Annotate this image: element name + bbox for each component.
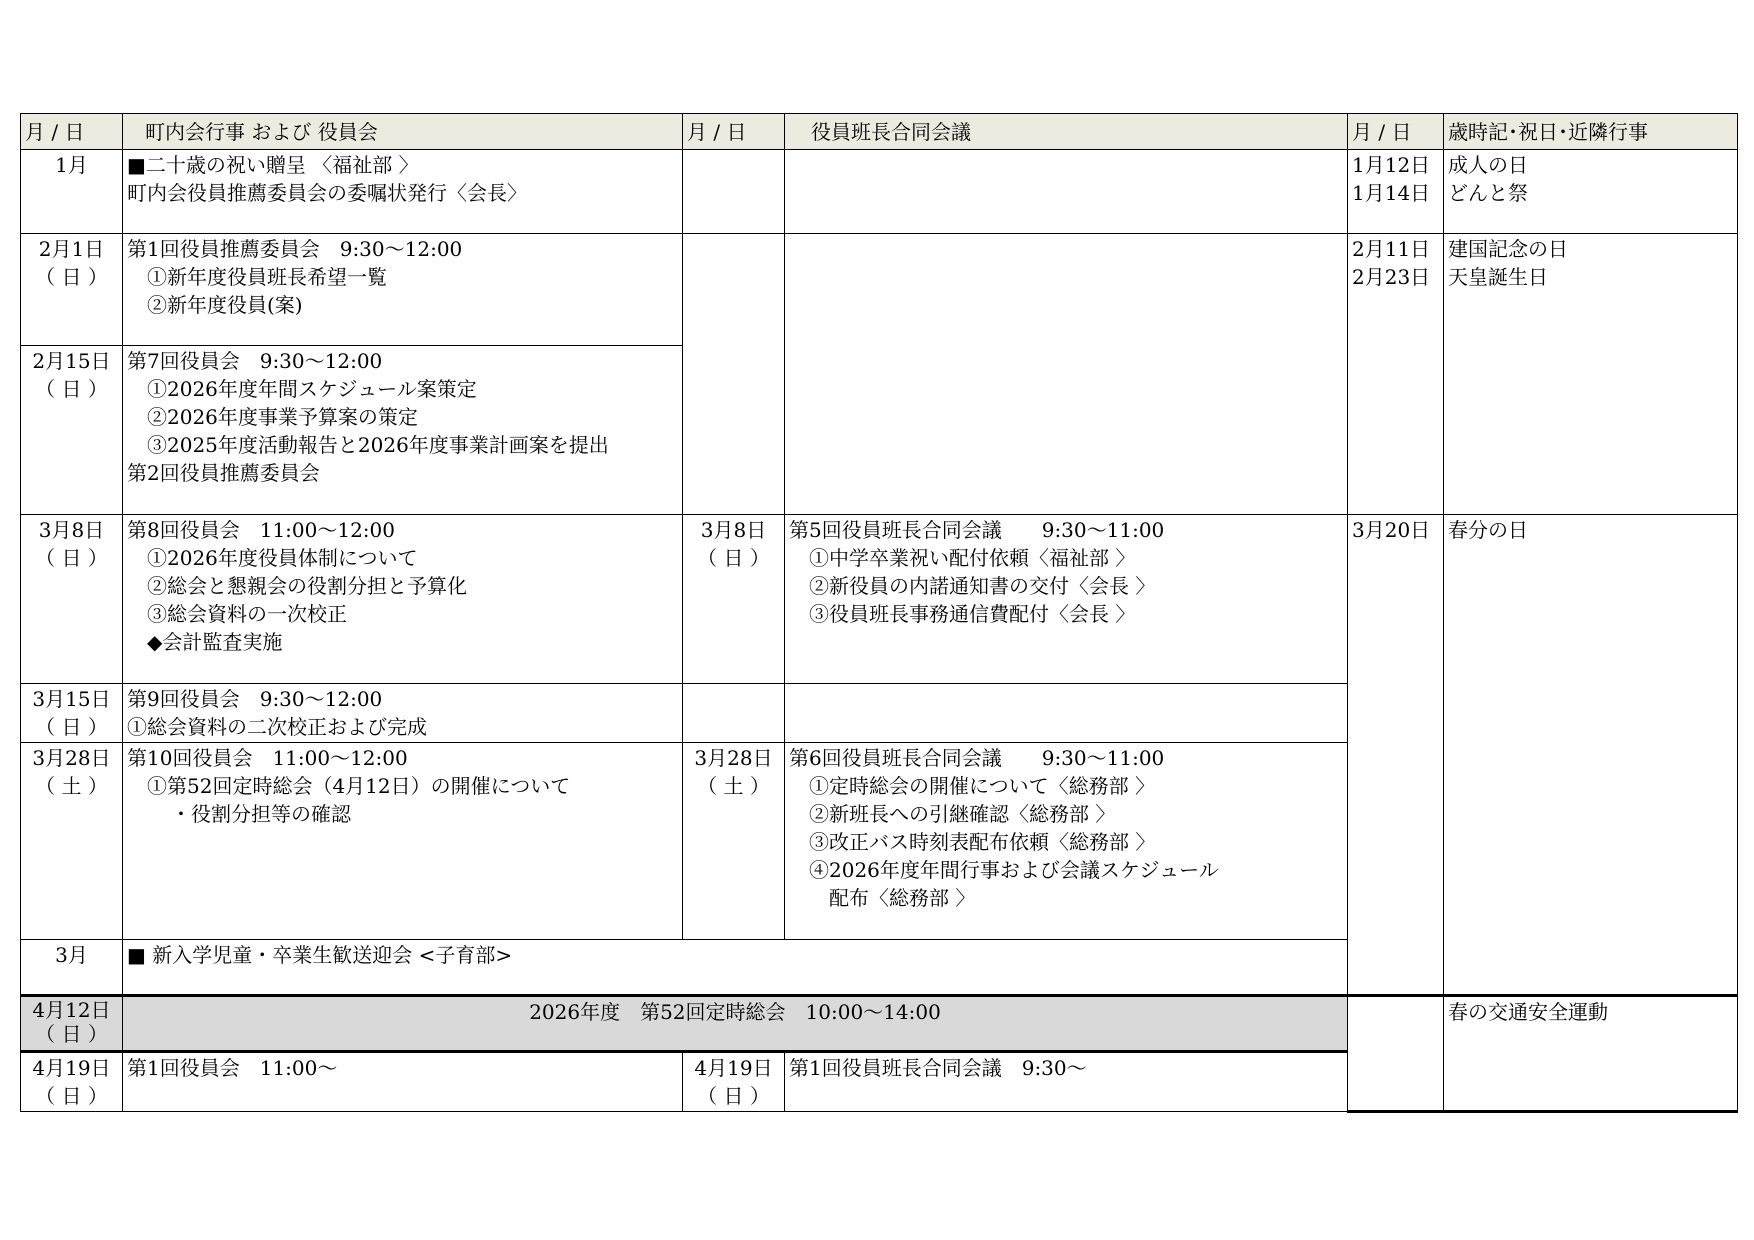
event-line: ①第52回定時総会（4月12日）の開催について (147, 774, 571, 798)
date: 3月8日 (700, 518, 767, 542)
row-jan (21, 150, 1738, 234)
row-feb1 (21, 234, 1738, 346)
row-mar8 (21, 515, 1738, 684)
event-line: ②2026年度事業予算案の策定 (147, 405, 418, 429)
joint-line: ②新役員の内諾通知書の交付〈会長 〉 (809, 574, 1156, 598)
date-cell (21, 996, 123, 1052)
seasonal-date: 2月23日 (1352, 265, 1431, 289)
seasonal-date-cell (1348, 515, 1444, 996)
header-date-events: 月 / 日 (21, 114, 123, 150)
schedule-table (20, 113, 1738, 1113)
joint-cell (785, 1052, 1348, 1112)
seasonal-cell (1444, 150, 1738, 234)
event-line: 第1回役員推薦委員会 9:30～12:00 (127, 237, 463, 261)
joint-date-cell (683, 150, 785, 234)
event-line: 第8回役員会 11:00～12:00 (127, 518, 395, 542)
date: 3月28日 (32, 746, 111, 770)
joint-line: ③改正バス時刻表配布依頼〈総務部 〉 (809, 830, 1156, 854)
weekday: （ 日 ） (697, 546, 770, 570)
weekday: （ 日 ） (35, 1022, 108, 1046)
joint-date-cell (683, 743, 785, 940)
header-date-seasonal: 月 / 日 (1348, 114, 1444, 150)
event-line: ■ 新入学児童・卒業生歓送迎会 <子育部> (127, 943, 513, 967)
event-cell (123, 234, 683, 346)
joint-line: 第6回役員班長合同会議 9:30～11:00 (789, 746, 1165, 770)
event-line: 第2回役員推薦委員会 (127, 461, 320, 485)
weekday: （ 日 ） (697, 1084, 770, 1108)
weekday: （ 日 ） (35, 265, 108, 289)
date-cell (21, 1052, 123, 1112)
weekday: （ 日 ） (35, 715, 108, 739)
row-apr12 (21, 996, 1738, 1052)
seasonal-date: 3月20日 (1352, 518, 1431, 542)
event-line: 第7回役員会 9:30～12:00 (127, 349, 383, 373)
seasonal-date-cell (1348, 996, 1444, 1112)
joint-line: ①中学卒業祝い配付依頼〈福祉部 〉 (809, 546, 1136, 570)
seasonal-text: 建国記念の日 (1448, 237, 1568, 261)
weekday: （ 土 ） (35, 774, 108, 798)
seasonal-date: 1月12日 (1352, 153, 1431, 177)
event-line: ①2026年度役員体制について (147, 546, 418, 570)
weekday: （ 日 ） (35, 1084, 108, 1108)
date: 3月28日 (694, 746, 773, 770)
seasonal-date: 2月11日 (1352, 237, 1431, 261)
date-cell (21, 515, 123, 684)
date-cell: 1月 (21, 150, 123, 234)
joint-line: ②新班長への引継確認〈総務部 〉 (809, 802, 1116, 826)
joint-line: ①定時総会の開催について〈総務部 〉 (809, 774, 1155, 798)
joint-cell (785, 234, 1348, 515)
seasonal-cell (1444, 234, 1738, 515)
joint-cell (785, 743, 1348, 940)
joint-date-cell (683, 234, 785, 515)
date: 2月15日 (32, 349, 111, 373)
event-line: ②総会と懇親会の役割分担と予算化 (147, 574, 467, 598)
joint-line: 第5回役員班長合同会議 9:30～11:00 (789, 518, 1165, 542)
event-cell (123, 346, 683, 515)
date-cell (21, 684, 123, 743)
date-cell: 3月 (21, 940, 123, 996)
event-cell (123, 1052, 683, 1112)
joint-cell (785, 150, 1348, 234)
seasonal-text: 春分の日 (1448, 518, 1528, 542)
date: 2月1日 (38, 237, 105, 261)
event-line: ・役割分担等の確認 (171, 802, 351, 826)
header-joint: 役員班長合同会議 (785, 114, 1348, 150)
header-row (21, 114, 1738, 150)
joint-date-cell (683, 684, 785, 743)
event-line: 第10回役員会 11:00～12:00 (127, 746, 408, 770)
event-cell (123, 684, 683, 743)
event-cell (123, 743, 683, 940)
header-date-joint: 月 / 日 (683, 114, 785, 150)
event-line: ③2025年度活動報告と2026年度事業計画案を提出 (147, 433, 609, 457)
joint-line: ④2026年度年間行事および会議スケジュール (809, 858, 1219, 882)
general-meeting-cell: 2026年度 第52回定時総会 10:00～14:00 (123, 996, 1348, 1052)
seasonal-date-cell (1348, 234, 1444, 515)
weekday: （ 日 ） (35, 377, 108, 401)
date-cell (21, 743, 123, 940)
event-line: ①新年度役員班長希望一覧 (147, 265, 387, 289)
seasonal-text: 成人の日 (1448, 153, 1528, 177)
seasonal-date: 1月14日 (1352, 181, 1431, 205)
event-line: ③総会資料の一次校正 (147, 602, 347, 626)
seasonal-text: 春の交通安全運動 (1448, 1000, 1608, 1024)
event-line: 第1回役員会 11:00～ (127, 1056, 338, 1080)
event-line: ②新年度役員(案) (147, 293, 303, 317)
joint-line: ③役員班長事務通信費配付〈会長 〉 (809, 602, 1136, 626)
event-line: ①総会資料の二次校正および完成 (127, 715, 427, 739)
event-cell (123, 940, 1348, 996)
date: 3月15日 (32, 687, 111, 711)
event-line: 町内会役員推薦委員会の委嘱状発行〈会長〉 (127, 181, 527, 205)
seasonal-cell (1444, 515, 1738, 996)
joint-cell (785, 684, 1348, 743)
header-events: 町内会行事 および 役員会 (123, 114, 683, 150)
date-cell (21, 346, 123, 515)
weekday: （ 土 ） (697, 774, 770, 798)
event-line: ◆会計監査実施 (147, 630, 283, 654)
event-line: ①2026年度年間スケジュール案策定 (147, 377, 477, 401)
seasonal-text: 天皇誕生日 (1448, 265, 1548, 289)
event-cell (123, 515, 683, 684)
header-seasonal: 歳時記･祝日･近隣行事 (1444, 114, 1738, 150)
weekday: （ 日 ） (35, 546, 108, 570)
date: 4月12日 (32, 998, 111, 1022)
date-cell (21, 234, 123, 346)
joint-date-cell (683, 1052, 785, 1112)
event-cell (123, 150, 683, 234)
seasonal-cell (1444, 996, 1738, 1112)
joint-date-cell (683, 515, 785, 684)
seasonal-date-cell (1348, 150, 1444, 234)
event-line: ■二十歳の祝い贈呈 〈福祉部 〉 (127, 153, 419, 177)
event-line: 第9回役員会 9:30～12:00 (127, 687, 383, 711)
joint-line: 第1回役員班長合同会議 9:30～ (789, 1056, 1087, 1080)
joint-line: 配布〈総務部 〉 (829, 886, 976, 910)
joint-cell (785, 515, 1348, 684)
date: 3月8日 (38, 518, 105, 542)
date: 4月19日 (32, 1056, 111, 1080)
seasonal-text: どんと祭 (1448, 181, 1528, 205)
date: 4月19日 (694, 1056, 773, 1080)
